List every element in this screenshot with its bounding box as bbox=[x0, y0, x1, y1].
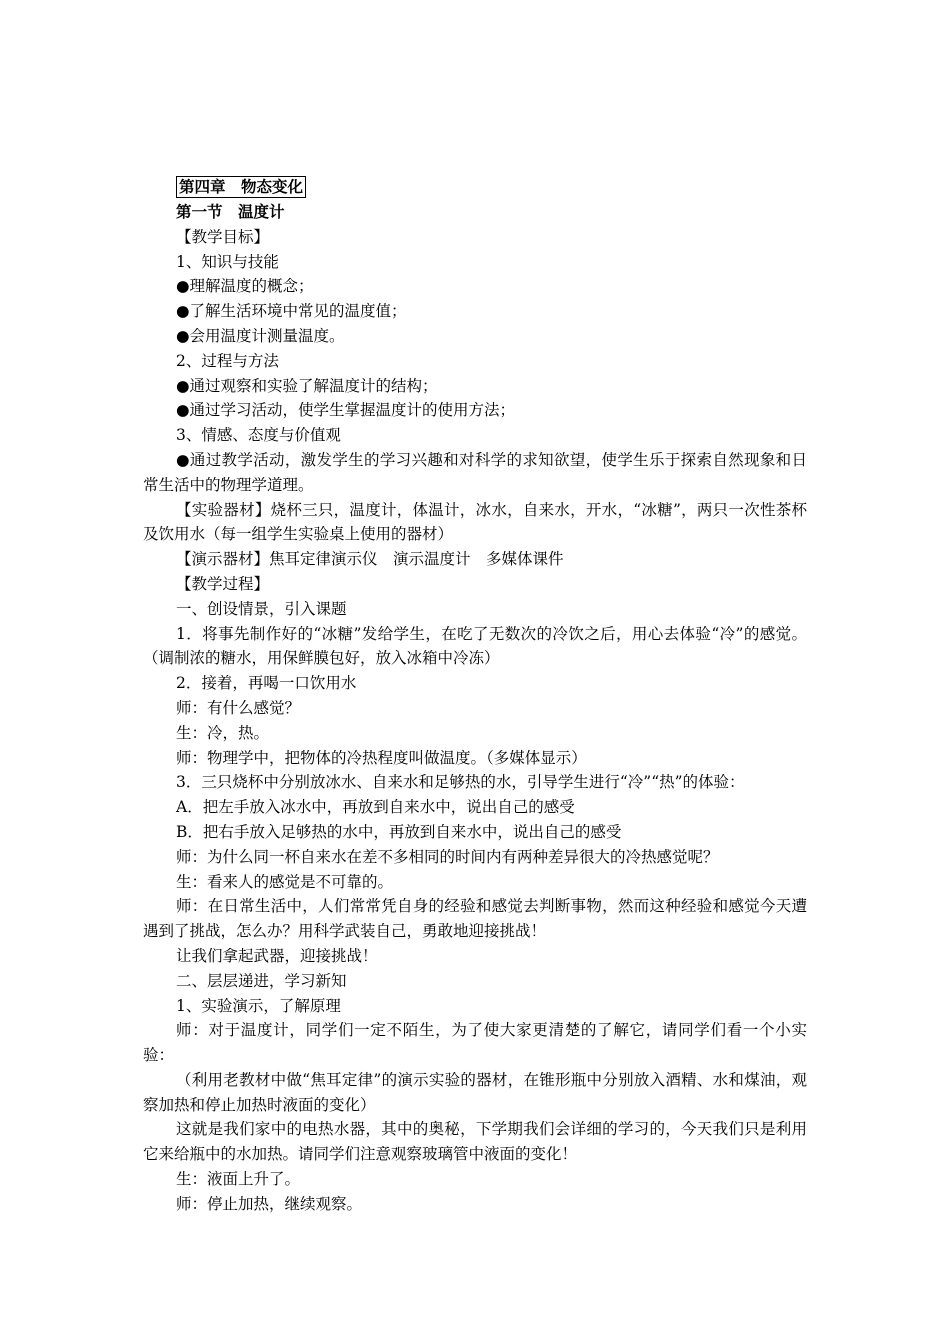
teaching-process-heading: 【教学过程】 bbox=[176, 574, 270, 593]
dialogue-line: 2．接着，再喝一口饮用水 bbox=[176, 674, 357, 693]
dialogue-line: B．把右手放入足够热的水中，再放到自来水中，说出自己的感受 bbox=[176, 822, 622, 841]
experiment-note-paragraph: （利用老教材中做“焦耳定律”的演示实验的器材，在锥形瓶中分别放入酒精、水和煤油，观察加热和停止加热时液面的变化） bbox=[143, 1070, 807, 1114]
dialogue-line: A．把左手放入冰水中，再放到自来水中，说出自己的感受 bbox=[176, 798, 575, 817]
dialogue-line: 3．三只烧杯中分别放冰水、自来水和足够热的水，引导学生进行“冷”“热”的体验： bbox=[176, 773, 745, 792]
part-two-subheading: 1、实验演示，了解原理 bbox=[176, 996, 341, 1015]
goal-paragraph: ●通过教学活动，激发学生的学习兴趣和对科学的求知欲望，使学生乐于探索自然现象和日常生活中的物理学道理。 bbox=[143, 450, 807, 494]
dialogue-line: 师：停止加热，继续观察。 bbox=[176, 1194, 363, 1213]
demo-materials: 【演示器材】焦耳定律演示仪 演示温度计 多媒体课件 bbox=[176, 550, 564, 569]
chapter-heading bbox=[143, 174, 807, 200]
goal-item: ●了解生活环境中常见的温度值； bbox=[176, 302, 407, 321]
dialogue-line: 生：看来人的感觉是不可靠的。 bbox=[176, 872, 394, 891]
teaching-goals-heading: 【教学目标】 bbox=[176, 227, 270, 246]
document-page bbox=[143, 174, 807, 1217]
section-title: 第一节 温度计 bbox=[176, 202, 285, 221]
dialogue-line: 生：冷，热。 bbox=[176, 723, 270, 742]
goal-category-attitude: 3、情感、态度与价值观 bbox=[176, 426, 341, 445]
part-two-line: 让我们拿起武器，迎接挑战！ bbox=[176, 946, 378, 965]
goal-category-process: 2、过程与方法 bbox=[176, 351, 279, 370]
step-one-paragraph: 1．将事先制作好的“冰糖”发给学生，在吃了无数次的冷饮之后，用心去体验“冷”的感觉。（调制浓的糖水，用保鲜膜包好，放入冰箱中冷冻） bbox=[143, 624, 807, 668]
goal-item: ●通过观察和实验了解温度计的结构； bbox=[176, 376, 438, 395]
challenge-paragraph: 师：在日常生活中，人们常常凭自身的经验和感觉去判断事物，然而这种经验和感觉今天遭遇到了挑战，怎么办？用科学武装自己，勇敢地迎接挑战！ bbox=[143, 897, 807, 941]
dialogue-line: 师：有什么感觉？ bbox=[176, 698, 301, 717]
teacher-intro-paragraph: 师：对于温度计，同学们一定不陌生，为了使大家更清楚的了解它，请同学们看一个小实验： bbox=[143, 1021, 807, 1065]
dialogue-line: 生：液面上升了。 bbox=[176, 1170, 301, 1189]
heater-paragraph: 这就是我们家中的电热水器，其中的奥秘，下学期我们会详细的学习的，今天我们只是利用它来给瓶中的水加热。请同学们注意观察玻璃管中液面的变化！ bbox=[143, 1120, 807, 1164]
experiment-materials: 【实验器材】烧杯三只，温度计，体温计，冰水，自来水，开水，“冰糖”，两只一次性茶杯及饮用水（每一组学生实验桌上使用的器材） bbox=[143, 500, 807, 544]
goal-item: ●通过学习活动，使学生掌握温度计的使用方法； bbox=[176, 401, 516, 420]
dialogue-line: 师：物理学中，把物体的冷热程度叫做温度。（多媒体显示） bbox=[176, 748, 587, 767]
goal-item: ●理解温度的概念； bbox=[176, 277, 314, 296]
part-two-heading: 二、层层递进，学习新知 bbox=[176, 971, 347, 990]
goal-category-knowledge: 1、知识与技能 bbox=[176, 252, 279, 271]
chapter-title: 第四章 物态变化 bbox=[176, 176, 306, 198]
part-one-heading: 一、创设情景，引入课题 bbox=[176, 599, 347, 618]
dialogue-line: 师：为什么同一杯自来水在差不多相同的时间内有两种差异很大的冷热感觉呢？ bbox=[176, 847, 719, 866]
goal-item: ●会用温度计测量温度。 bbox=[176, 326, 345, 345]
